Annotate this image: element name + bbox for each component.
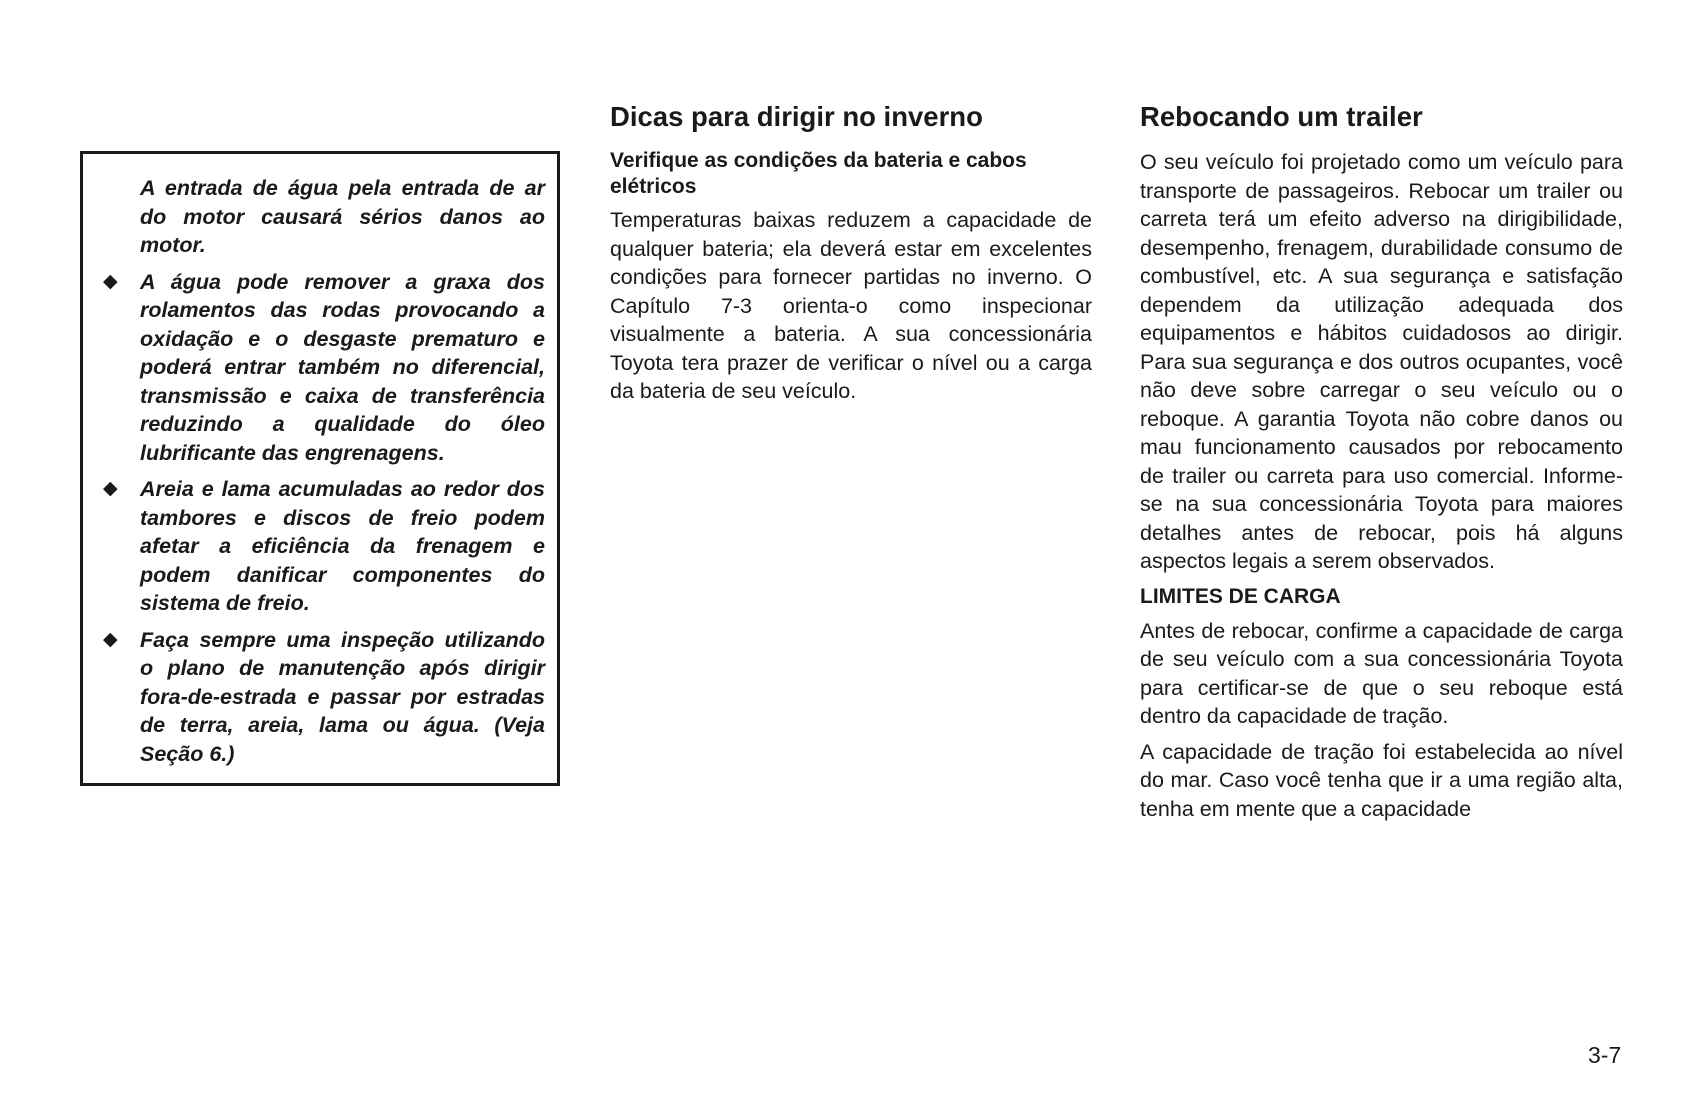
warning-box (80, 151, 560, 786)
trailer-intro-paragraph: O seu veículo foi projetado como um veículo para transporte de passageiros. Rebocar um trailer ou carreta terá um efeito adverso na dirigibilidade, desempenho, frenagem, durabilidade consumo de combustível, etc. A sua segurança e satisfação dependem da utilização adequada dos equipamentos e hábitos cuidadosos ao dirigir. Para sua segurança e dos outros ocupantes, você não deve sobre carregar o seu veículo ou o reboque. A garantia Toyota não cobre danos ou mau funcionamento causados por rebocamento de trailer ou carreta para uso comercial. Informe-se na sua concessionária Toyota para maiores detalhes antes de rebocar, pois há alguns aspectos legais a serem observados. (1140, 150, 1623, 573)
battery-paragraph: Temperaturas baixas reduzem a capacidade de qualquer bateria; ela deverá estar em excelentes condições para fornecer partidas no inverno. O Capítulo 7-3 orienta-o como inspecionar visualmente a bateria. A sua concessionária Toyota tera prazer de verificar o nível ou a carga da bateria de seu veículo. (610, 208, 1092, 403)
diamond-bullet-icon: ◆ (103, 270, 118, 292)
warning-item-text: Faça sempre uma inspeção utilizando o plano de manutenção após dirigir fora-de-estrada e passar por estradas de terra, areia, lama ou água. (Veja Seção 6.) (140, 627, 545, 766)
warning-item (103, 475, 545, 618)
diamond-bullet-icon: ◆ (103, 478, 118, 499)
warning-item-text: A água pode remover a graxa dos rolamentos das rodas provocando a oxidação e o desgaste prematuro e poderá entrar também no diferencial, transmissão e caixa de transferência reduzindo a qualidade do óleo lubrificante das engrenagens. (140, 269, 545, 465)
trailer-section-title: Rebocando um trailer (1140, 101, 1423, 132)
winter-section-title: Dicas para dirigir no inverno (610, 101, 983, 132)
diamond-bullet-icon: ◆ (103, 628, 118, 650)
warning-item-text: Areia e lama acumuladas ao redor dos tambores e discos de freio podem afetar a eficiência da frenagem e podem danificar componentes do sistema de freio. (140, 477, 545, 615)
warning-item (103, 626, 545, 769)
battery-check-subtitle: Verifique as condições da bateria e cabos elétricos (610, 149, 1027, 198)
towing-capacity-paragraph: A capacidade de tração foi estabelecida ao nível do mar. Caso você tenha que ir a uma região alta, tenha em mente que a capacidade (1140, 739, 1623, 821)
winter-driving-section (610, 100, 1092, 413)
warning-item (103, 174, 545, 260)
load-limits-heading: LIMITES DE CARGA (1140, 584, 1341, 608)
towing-trailer-section (1140, 100, 1623, 830)
warning-item-text: A entrada de água pela entrada de ar do motor causará sérios danos ao motor. (140, 176, 545, 257)
page-number: 3-7 (1588, 1042, 1622, 1068)
warning-item (103, 268, 545, 468)
load-capacity-paragraph: Antes de rebocar, confirme a capacidade de carga de seu veículo com a sua concessionária Toyota para certificar-se de que o seu reboque está dentro da capacidade de tração. (1140, 618, 1623, 728)
